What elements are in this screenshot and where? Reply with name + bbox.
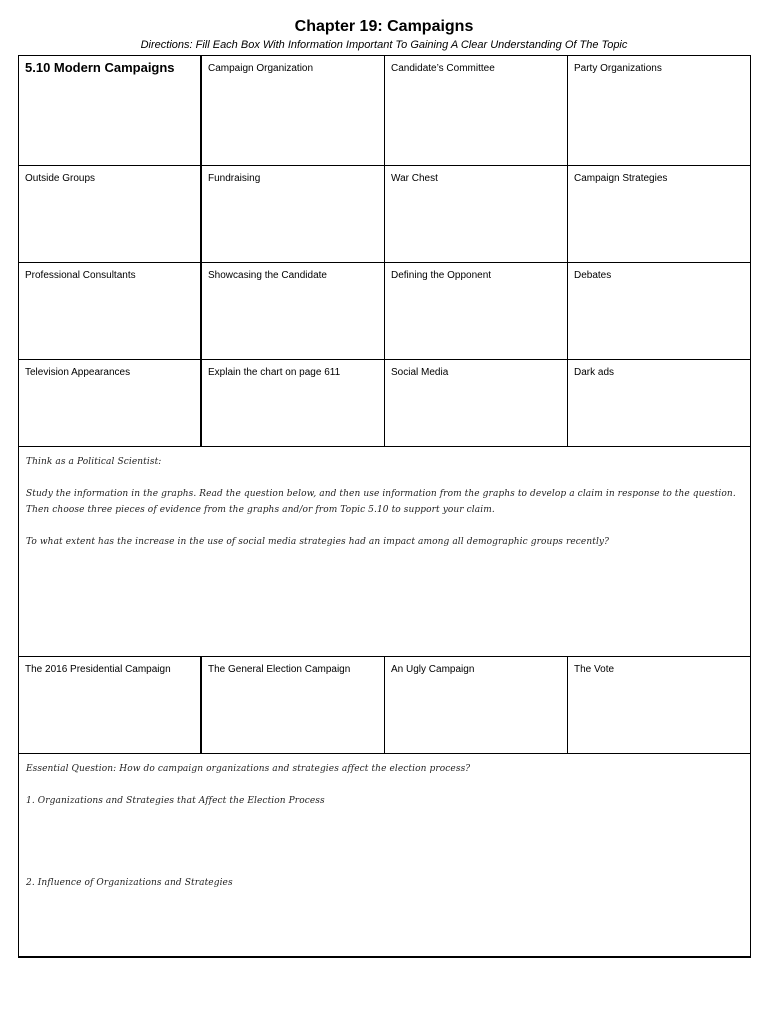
- box-label: Dark ads: [574, 367, 615, 378]
- box-professional-consultants[interactable]: [19, 263, 202, 360]
- box-label: Party Organizations: [574, 63, 662, 74]
- essential-question: Essential Question: How do campaign organizations and strategies affect the election process?: [26, 764, 471, 774]
- box-outside-groups[interactable]: [19, 166, 202, 263]
- box-label: Showcasing the Candidate: [208, 270, 327, 281]
- box-ugly-campaign[interactable]: [385, 657, 568, 754]
- box-the-vote[interactable]: [568, 657, 750, 754]
- box-label: Fundraising: [208, 173, 261, 184]
- box-war-chest[interactable]: [385, 166, 568, 263]
- box-label: The 2016 Presidential Campaign: [25, 664, 171, 675]
- think-heading: Think as a Political Scientist:: [26, 457, 162, 467]
- box-showcasing-candidate[interactable]: [202, 263, 385, 360]
- essential-question-block[interactable]: [19, 753, 750, 957]
- box-campaign-organization[interactable]: [202, 56, 385, 166]
- box-label: War Chest: [391, 173, 438, 184]
- box-2016-presidential-campaign[interactable]: [19, 657, 202, 754]
- think-instructions: Study the information in the graphs. Read the question below, and then use information from the graphs to develop a claim in response to the question. Then choose three pieces of evidence from the graphs and/or from Topic 5.10 to support your claim.: [26, 489, 736, 515]
- box-party-organizations[interactable]: [568, 56, 750, 166]
- box-label: Explain the chart on page 611: [208, 367, 341, 378]
- box-label: An Ugly Campaign: [391, 664, 475, 675]
- table-row: [19, 56, 750, 166]
- box-campaign-strategies[interactable]: [568, 166, 750, 263]
- worksheet-table: [18, 55, 751, 958]
- essential-item-1: 1. Organizations and Strategies that Affect the Election Process: [26, 796, 325, 806]
- box-explain-chart[interactable]: [202, 360, 385, 446]
- directions-text: Directions: Fill Each Box With Information Important To Gaining A Clear Understanding Of The Topic: [140, 39, 628, 51]
- box-label: Professional Consultants: [25, 270, 136, 281]
- box-label: The General Election Campaign: [208, 664, 351, 675]
- box-television-appearances[interactable]: [19, 360, 202, 446]
- box-general-election-campaign[interactable]: [202, 657, 385, 754]
- page-title: Chapter 19: Campaigns: [294, 18, 474, 35]
- topic-heading: 5.10 Modern Campaigns: [25, 60, 175, 75]
- box-label: Campaign Organization: [208, 63, 314, 74]
- think-block[interactable]: [19, 446, 750, 657]
- box-label: Television Appearances: [25, 367, 131, 378]
- box-fundraising[interactable]: [202, 166, 385, 263]
- box-social-media[interactable]: [385, 360, 568, 446]
- table-row: [19, 165, 750, 263]
- box-label: Candidate’s Committee: [391, 63, 495, 74]
- box-label: Debates: [574, 270, 612, 281]
- table-row: [19, 262, 750, 360]
- think-question: To what extent has the increase in the use of social media strategies had an impact among all demographic groups recently?: [26, 537, 610, 547]
- box-label: Social Media: [391, 367, 449, 378]
- box-dark-ads[interactable]: [568, 360, 750, 446]
- topic-heading-cell[interactable]: [19, 56, 202, 166]
- table-row: [19, 359, 750, 446]
- box-label: Defining the Opponent: [391, 270, 492, 281]
- table-row: [19, 656, 750, 754]
- box-debates[interactable]: [568, 263, 750, 360]
- box-label: Outside Groups: [25, 173, 96, 184]
- box-label: The Vote: [574, 664, 615, 675]
- box-candidates-committee[interactable]: [385, 56, 568, 166]
- box-defining-opponent[interactable]: [385, 263, 568, 360]
- essential-item-2: 2. Influence of Organizations and Strategies: [26, 878, 233, 888]
- box-label: Campaign Strategies: [574, 173, 668, 184]
